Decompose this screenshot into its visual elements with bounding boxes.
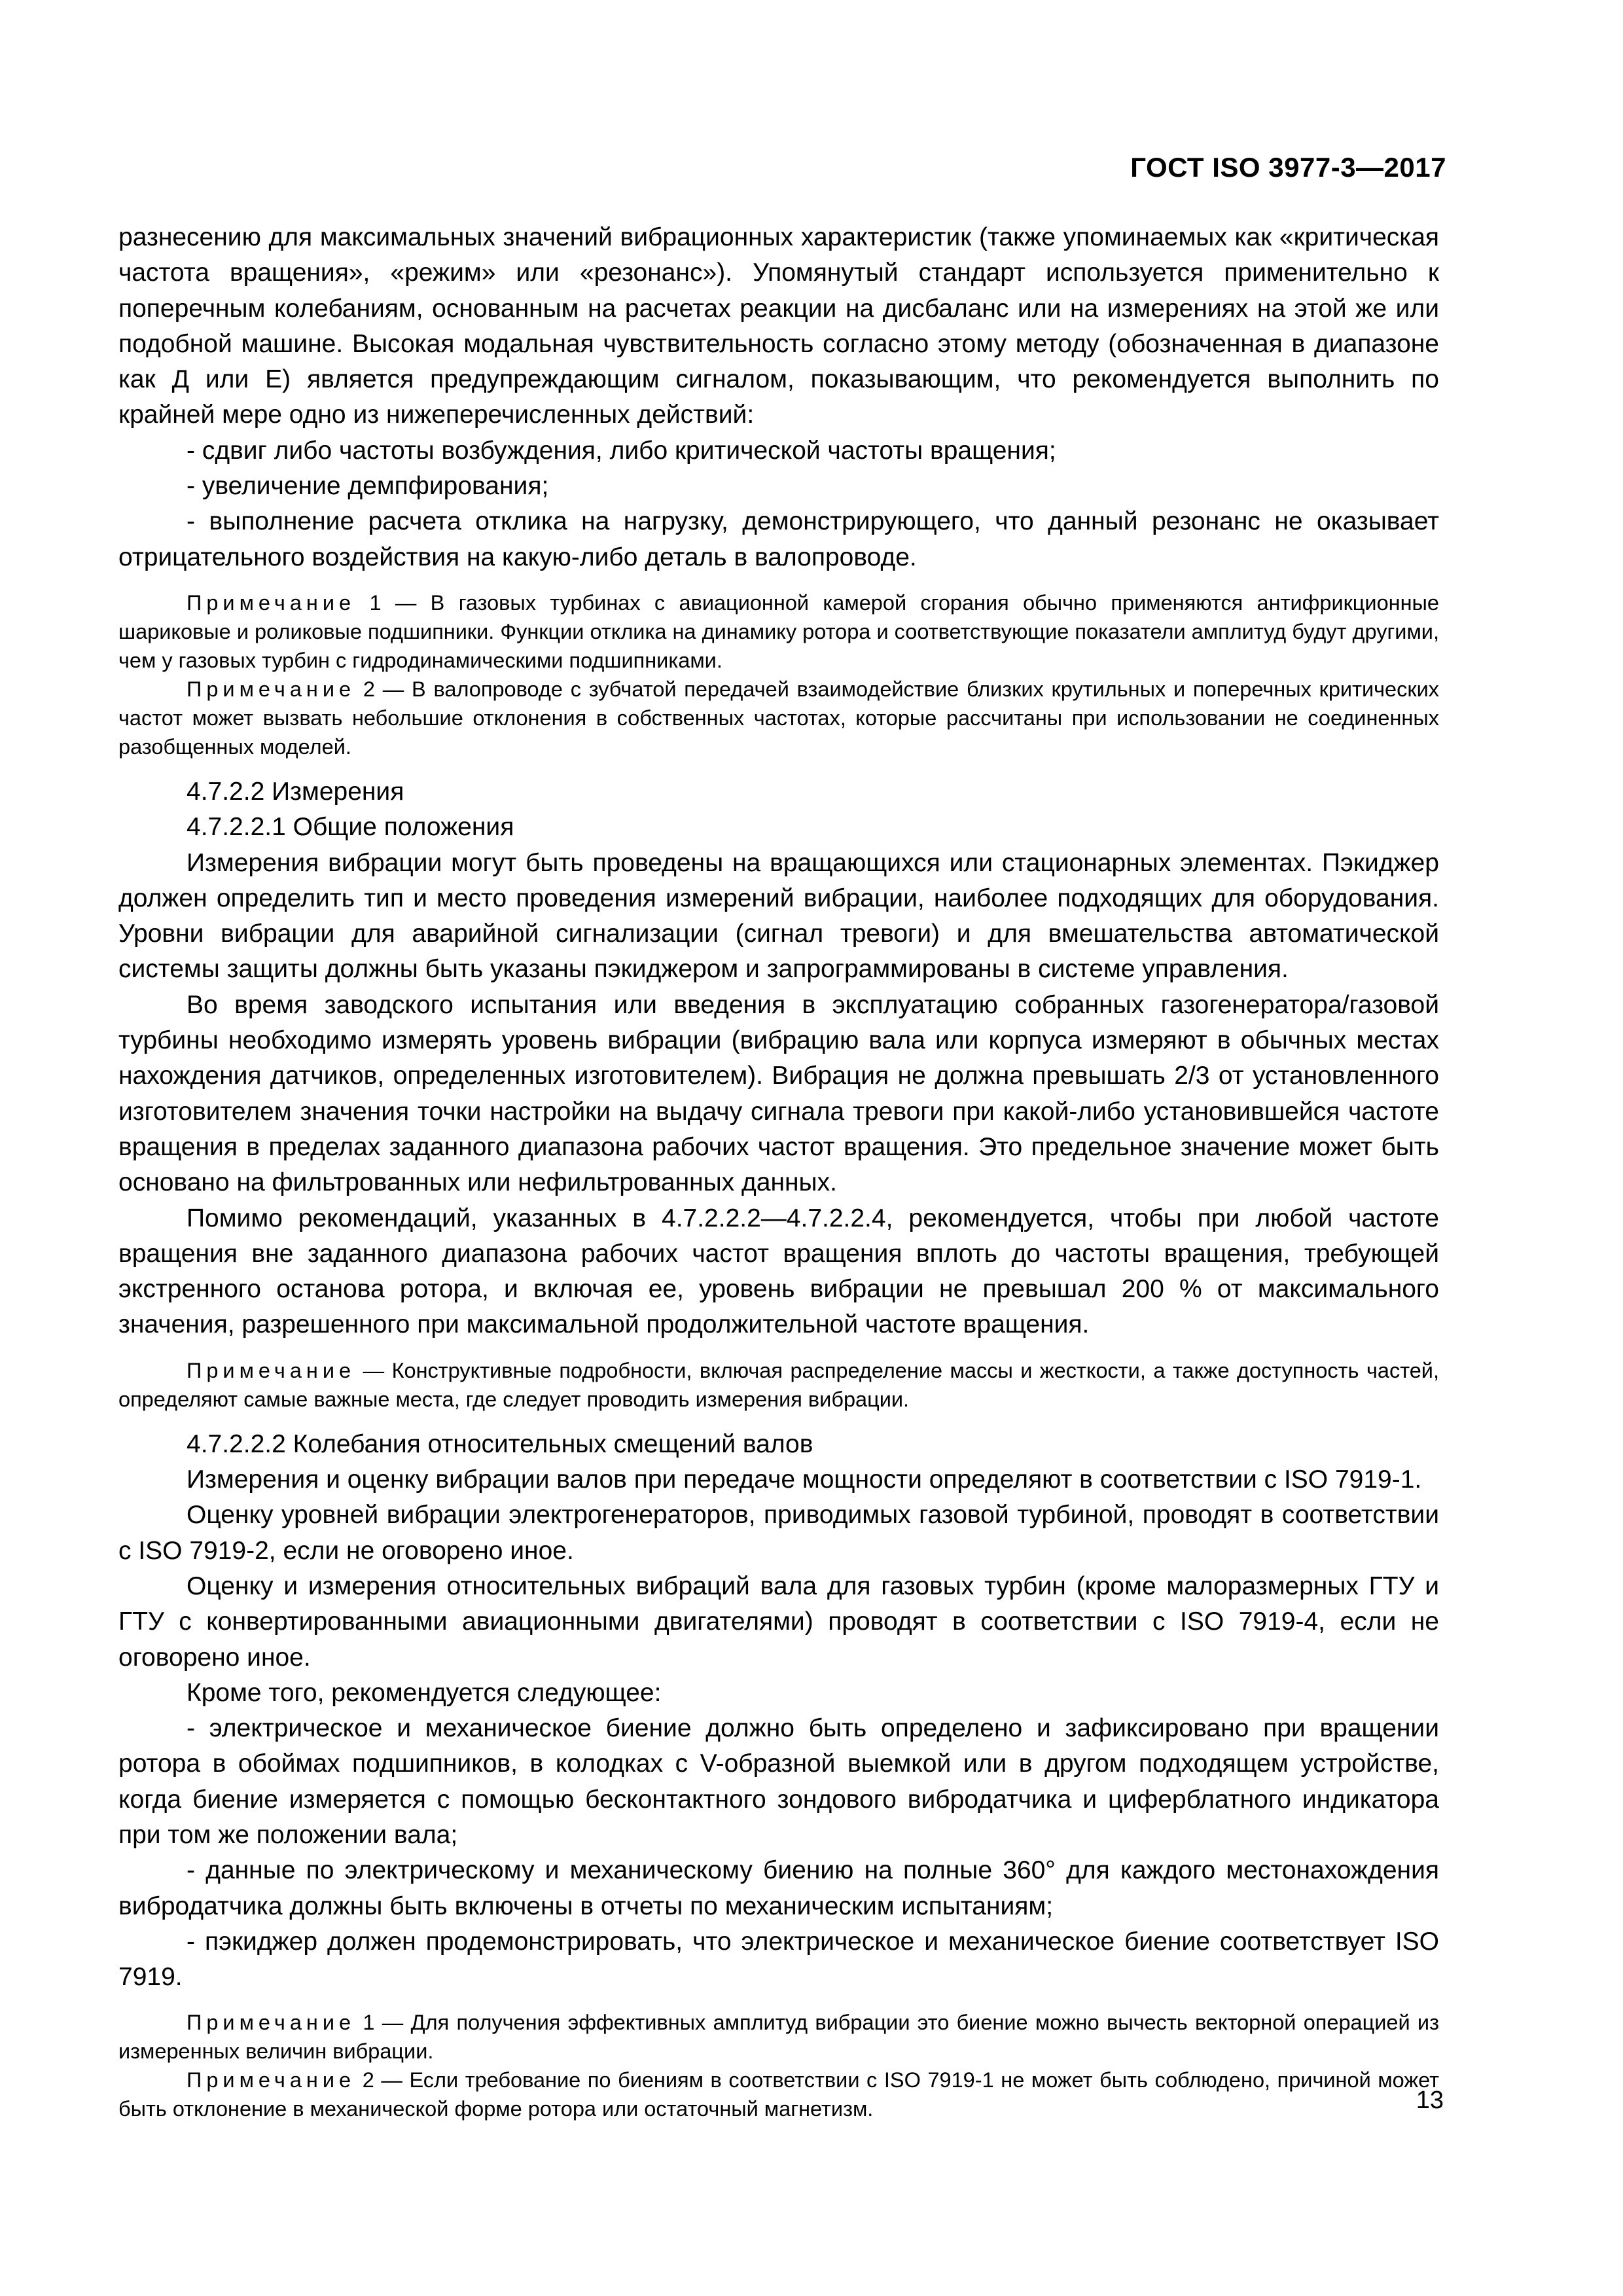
page-number: 13 — [1416, 2087, 1444, 2114]
note-label: Примечание — [187, 2011, 356, 2035]
note-2 — [118, 2066, 1439, 2123]
note-text: 1 — В газовых турбинах с авиационной камерой сгорания обычно применяются антифрикционные шариковые и роликовые подшипники. Функции отклика на динамику ротора и соответствующие показатели амплитуд будут другими, чем у газовых турбин с гидродинамическими подшипниками. — [118, 590, 1439, 672]
note — [118, 1356, 1439, 1414]
note-label: Примечание — [187, 590, 356, 615]
standard-header: ГОСТ ISO 3977-3—2017 — [1130, 152, 1446, 183]
paragraph: Кроме того, рекомендуется следующее: — [187, 1678, 662, 1707]
paragraph: Измерения и оценку вибрации валов при передаче мощности определяют в соответствии с ISO 7919-1. — [187, 1465, 1422, 1494]
note-text: 2 — В валопроводе с зубчатой передачей взаимодействие близких крутильных и поперечных критических частот может вызвать небольшие отклонения в собственных частотах, которые рассчитаны при использовании не соединенных разобщенных моделей. — [118, 677, 1439, 759]
paragraph: Во время заводского испытания или введения в эксплуатацию собранных газогенератора/газовой турбины необходимо измерять уровень вибрации (вибрацию вала или корпуса измеряют в обычных местах нахождения датчиков, определенных изготовителем). Вибрация не должна превышать 2/3 от установленного изготовителем значения точки настройки на выдачу сигнала тревоги при какой-либо установившейся частоте вращения в пределах заданного диапазона рабочих частот вращения. Это предельное значение может быть основано на фильтрованных или нефильтрованных данных. — [118, 990, 1439, 1197]
note-text: 1 — Для получения эффективных амплитуд вибрации это биение можно вычесть векторной операцией из измеренных величин вибрации. — [118, 2011, 1439, 2064]
paragraph: Измерения вибрации могут быть проведены на вращающихся или стационарных элементах. Пэкиджер должен определить тип и место проведения измерений вибрации, наиболее подходящих для оборудования. Уровни вибрации для аварийной сигнализации (сигнал тревоги) и для вмешательства автоматической системы защиты должны быть указаны пэкиджером и запрограммированы в системе управления. — [118, 848, 1439, 984]
note-label: Примечание — [187, 677, 356, 701]
paragraph: Оценку и измерения относительных вибраций вала для газовых турбин (кроме малоразмерных ГТУ и ГТУ с конвертированными авиационными двигателями) проводят в соответствии с ISO 7919-4, если не оговорено иное. — [118, 1571, 1439, 1672]
note-1 — [118, 2008, 1439, 2066]
page-body — [118, 220, 1439, 2123]
list-item: - пэкиджер должен продемонстрировать, что электрическое и механическое биение соответствует ISO 7919. — [118, 1927, 1439, 1992]
note-text: 2 — Если требование по биениям в соответствии с ISO 7919-1 не может быть соблюдено, причиной может быть отклонение в механической форме ротора или остаточный магнетизм. — [118, 2068, 1439, 2121]
note-label: Примечание — [187, 2068, 356, 2092]
note-label: Примечание — [187, 1358, 356, 1382]
note-text: — Конструктивные подробности, включая распределение массы и жесткости, а также доступность частей, определяют самые важные места, где следует проводить измерения вибрации. — [118, 1358, 1439, 1411]
list-item: - электрическое и механическое биение должно быть определено и зафиксировано при вращении ротора в обоймах подшипников, в колодках с V-образной выемкой или в другом подходящем устройстве, когда биение измеряется с помощью бесконтактного зондового вибродатчика и циферблатного индикатора при том же положении вала; — [118, 1714, 1439, 1849]
list-item: - увеличение демпфирования; — [187, 472, 549, 501]
list-item: - сдвиг либо частоты возбуждения, либо критической частоты вращения; — [187, 436, 1056, 465]
subsection-heading: 4.7.2.2.2 Колебания относительных смещений валов — [187, 1429, 813, 1458]
section-heading: 4.7.2.2 Измерения — [187, 777, 404, 806]
continued-paragraph: разнесению для максимальных значений вибрационных характеристик (также упоминаемых как «критическая частота вращения», «режим» или «резонанс»). Упомянутый стандарт используется применительно к поперечным колебаниям, основанным на расчетах реакции на дисбаланс или на измерениях на этой же или подобной машине. Высокая модальная чувствительность согласно этому методу (обозначенная в диапазоне как Д или Е) является предупреждающим сигналом, показывающим, что рекомендуется выполнить по крайней мере одно из нижеперечисленных действий: — [118, 223, 1439, 429]
paragraph: Оценку уровней вибрации электрогенераторов, приводимых газовой турбиной, проводят в соответствии с ISO 7919-2, если не оговорено иное. — [118, 1501, 1439, 1565]
note-2 — [118, 675, 1439, 761]
subsection-heading: 4.7.2.2.1 Общие положения — [187, 813, 514, 842]
paragraph: Помимо рекомендаций, указанных в 4.7.2.2.2—4.7.2.2.4, рекомендуется, чтобы при любой частоте вращения вне заданного диапазона рабочих частот вращения вплоть до частоты вращения, требующей экстренного останова ротора, и включая ее, уровень вибрации не превышал 200 % от максимального значения, разрешенного при максимальной продолжительной частоте вращения. — [118, 1204, 1439, 1339]
list-item: - данные по электрическому и механическому биению на полные 360° для каждого местонахождения вибродатчика должны быть включены в отчеты по механическим испытаниям; — [118, 1856, 1439, 1920]
list-item: - выполнение расчета отклика на нагрузку, демонстрирующего, что данный резонанс не оказывает отрицательного воздействия на какую-либо деталь в валопроводе. — [118, 507, 1439, 571]
note-1 — [118, 588, 1439, 675]
